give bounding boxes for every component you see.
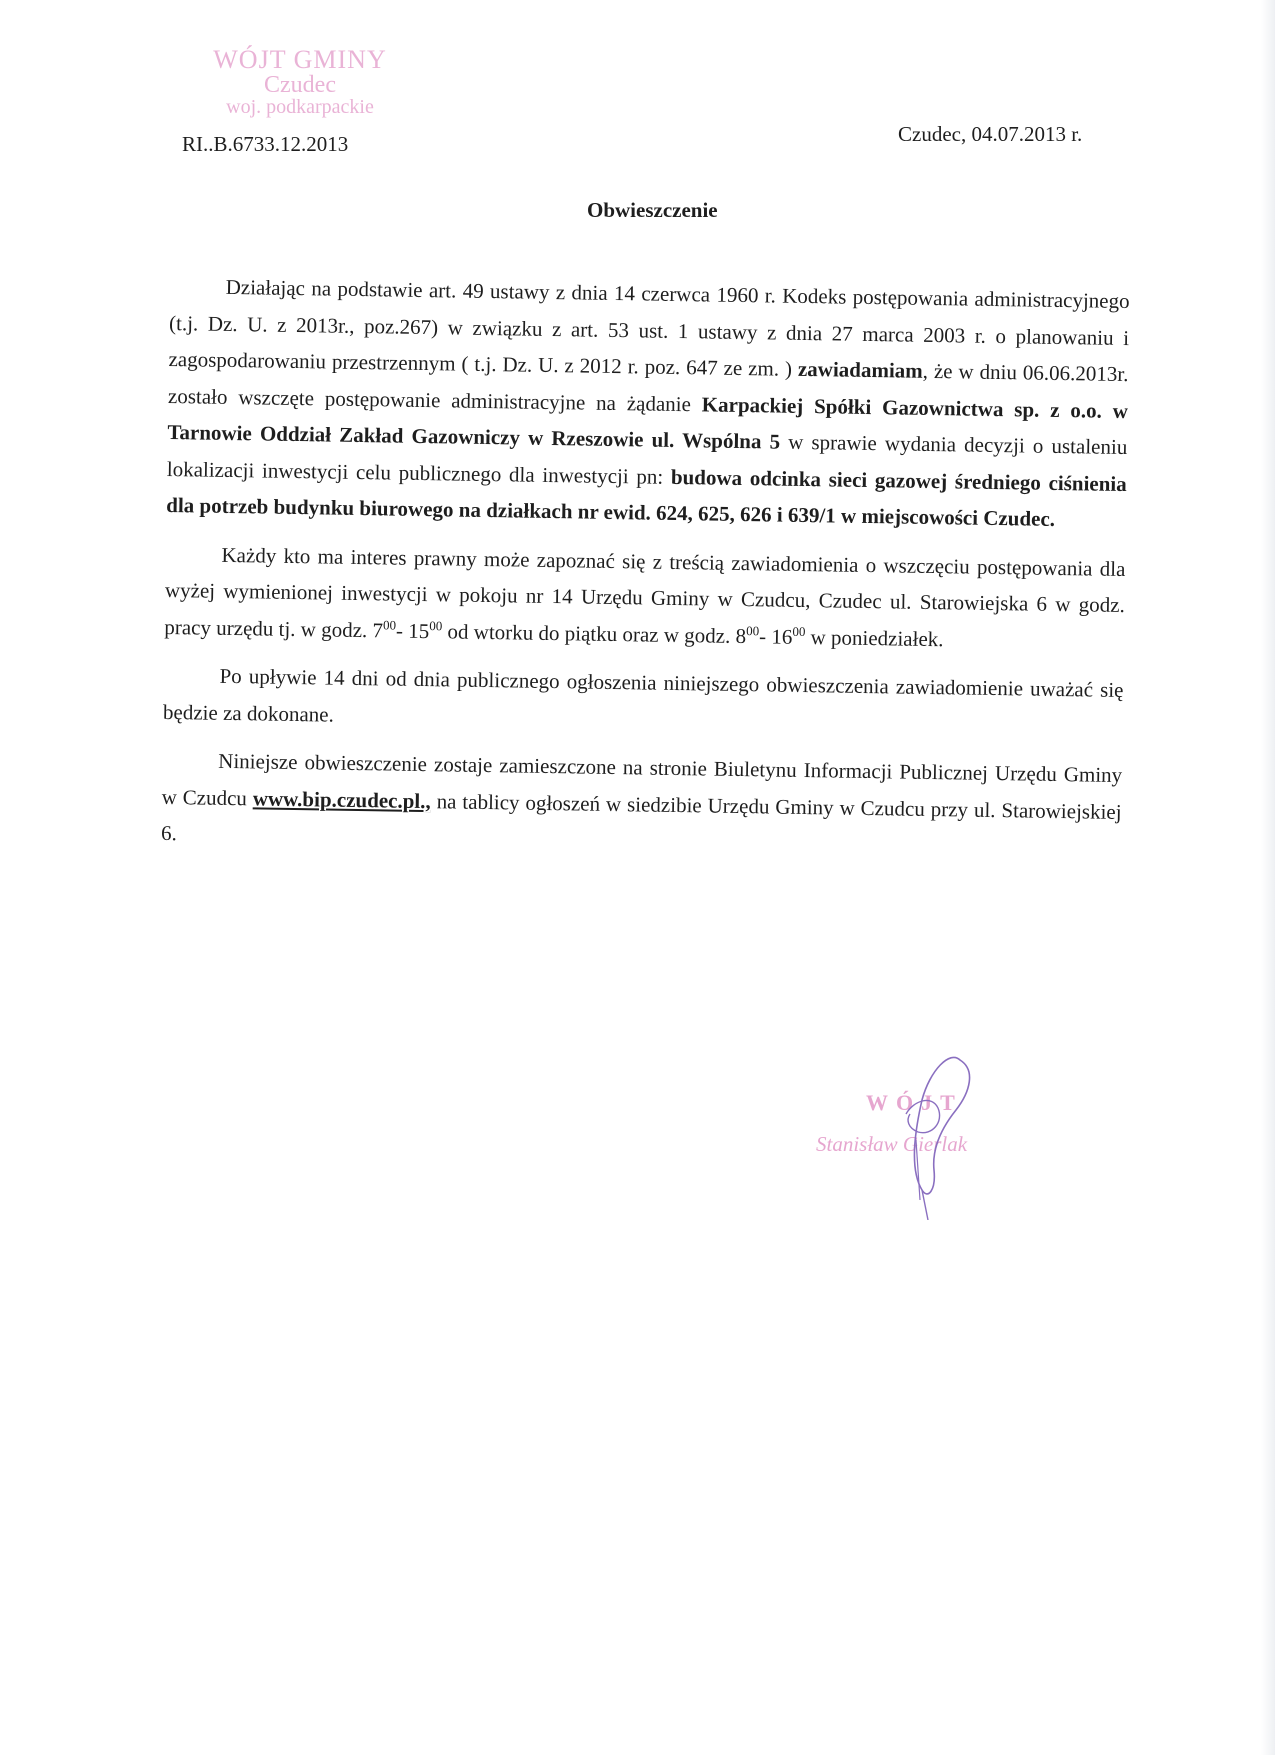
p1-applicant: Karpackiej Spółki Gazownictwa sp. z o.o. w Tarnowie Oddział Zakład Gazowniczy w Rzeszowie ul. Wspólna 5 (167, 391, 1129, 454)
p1-notify-word: zawiadamiam (797, 356, 923, 383)
p2-sup-3: 00 (746, 622, 760, 638)
p1-text-a: Działając na podstawie art. 49 ustawy z dnia 14 czerwca 1960 r. Kodeks postępowania administracyjnego (t.j. Dz. U. z 2013r., poz.267) w związku z art. 53 ust. 1 ustawy z dnia 27 marca 2003 r. o planowaniu i zagospodarowaniu przestrzennym ( t.j. Dz. U. z 2012 r. poz. 647 ze zm. ) (168, 274, 1130, 381)
paragraph-2 (164, 535, 1126, 660)
p2-text-e: w poniedziałek. (805, 624, 944, 651)
signature-name: Stanisław Gierlak (816, 1132, 968, 1156)
signature-title: WÓJT (866, 1090, 963, 1115)
p2-sup-2: 00 (429, 617, 443, 633)
p2-text-d: - 16 (758, 623, 793, 649)
place-date: Czudec, 04.07.2013 r. (898, 122, 1083, 146)
p2-text-a: Każdy kto ma interes prawny może zapoznać się z treścią zawiadomienia o wszczęciu postępowania dla wyżej wymienionej inwestycji w pokoju nr 14 Urzędu Gminy w Czudcu, Czudec ul. Starowiejska 6 w godz. pracy urzędu tj. w godz. 7 (164, 542, 1126, 642)
reference-number: RI..B.6733.12.2013 (182, 132, 349, 156)
stamp-line-2: Czudec (264, 72, 336, 98)
document-title: Obwieszczenie (587, 198, 718, 222)
office-stamp (185, 46, 415, 118)
p4-text-a: Niniejsze obwieszczenie zostaje zamieszczone na stronie Biuletynu Informacji Publicznej Urzędu Gminy w Czudcu (161, 748, 1123, 810)
p4-text-b: na tablicy ogłoszeń w siedzibie Urzędu Gminy w Czudcu przy ul. Starowiejskiej 6. (160, 788, 1122, 846)
paragraph-3: Po upływie 14 dni od dnia publicznego ogłoszenia niniejszego obwieszczenia zawiadomienie uważać się będzie za dokonane. (162, 663, 1124, 727)
p1-text-c: , że w dniu 06.06.2013r. zostało wszczęte postępowanie administracyjne na żądanie (167, 358, 1129, 416)
notice-body (161, 268, 1130, 879)
p2-sup-1: 00 (382, 616, 397, 633)
p2-sup-4: 00 (792, 623, 806, 639)
p1-investment: budowa odcinka sieci gazowej średniego ciśnienia dla potrzeb budynku biurowego na działkach nr ewid. 624, 625, 626 i 639/1 w miejscowości Czudec. (166, 464, 1127, 531)
bip-link[interactable]: www.bip.czudec.pl., (252, 785, 431, 813)
p2-text-b: - 15 (395, 618, 430, 643)
p2-text-c: od wtorku do piątku oraz w godz. 8 (442, 618, 747, 648)
stamp-line-1: WÓJT GMINY (213, 45, 387, 74)
scan-edge (1261, 0, 1275, 1755)
p1-text-e: w sprawie wydania decyzji o ustaleniu lokalizacji inwestycji celu publicznego dla inwestycji pn: (166, 429, 1128, 489)
paragraph-4 (161, 742, 1123, 867)
signature-block (810, 1040, 1040, 1220)
paragraph-1 (166, 268, 1130, 539)
stamp-line-3: woj. podkarpackie (226, 96, 374, 118)
handwritten-signature (810, 1040, 1040, 1220)
